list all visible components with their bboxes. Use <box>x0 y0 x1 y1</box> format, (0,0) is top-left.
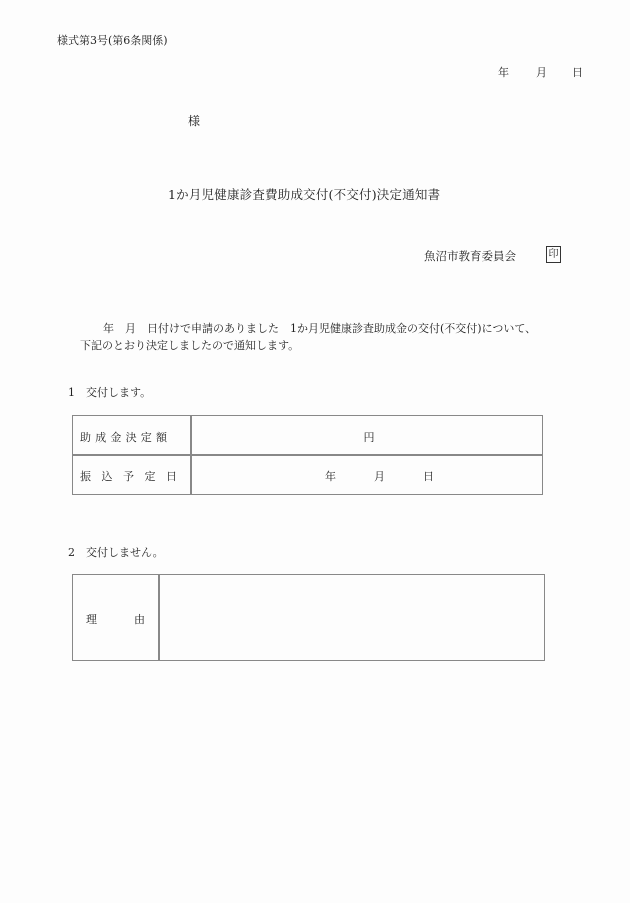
reason-table-divider <box>158 575 160 660</box>
section-1-heading: 1 交付します。 <box>68 386 152 399</box>
transfer-date-month: 月 <box>374 470 385 483</box>
issue-date-day: 日 <box>572 66 583 79</box>
transfer-date-label: 振込予定日 <box>80 470 188 483</box>
grant-amount-label: 助成金決定額 <box>80 431 172 444</box>
seal-mark: 印 <box>546 246 561 263</box>
section-2-heading: 2 交付しません。 <box>68 546 164 559</box>
transfer-date-year: 年 <box>325 470 336 483</box>
reason-label-left: 理 <box>86 613 97 626</box>
body-line-2: 下記のとおり決定しましたので通知します。 <box>80 339 300 352</box>
addressee-honorific: 様 <box>188 114 201 128</box>
reason-label-right: 由 <box>134 613 145 626</box>
issuer-name: 魚沼市教育委員会 <box>424 249 516 263</box>
issue-date-year: 年 <box>498 66 509 79</box>
issue-date-month: 月 <box>536 66 547 79</box>
reason-table <box>72 574 545 661</box>
transfer-date-day: 日 <box>423 470 434 483</box>
form-number: 様式第3号(第6条関係) <box>57 34 168 47</box>
grant-amount-value[interactable] <box>190 429 542 445</box>
transfer-date-value[interactable] <box>190 468 542 482</box>
grant-amount-unit: 円 <box>363 431 375 444</box>
document-title: 1か月児健康診査費助成交付(不交付)決定通知書 <box>168 187 441 202</box>
body-line-1: 年 月 日付けで申請のありました 1か月児健康診査助成金の交付(不交付)について、 <box>103 322 537 335</box>
reason-value[interactable] <box>161 575 544 660</box>
grant-table <box>72 415 543 495</box>
grant-table-row-divider <box>73 454 542 456</box>
